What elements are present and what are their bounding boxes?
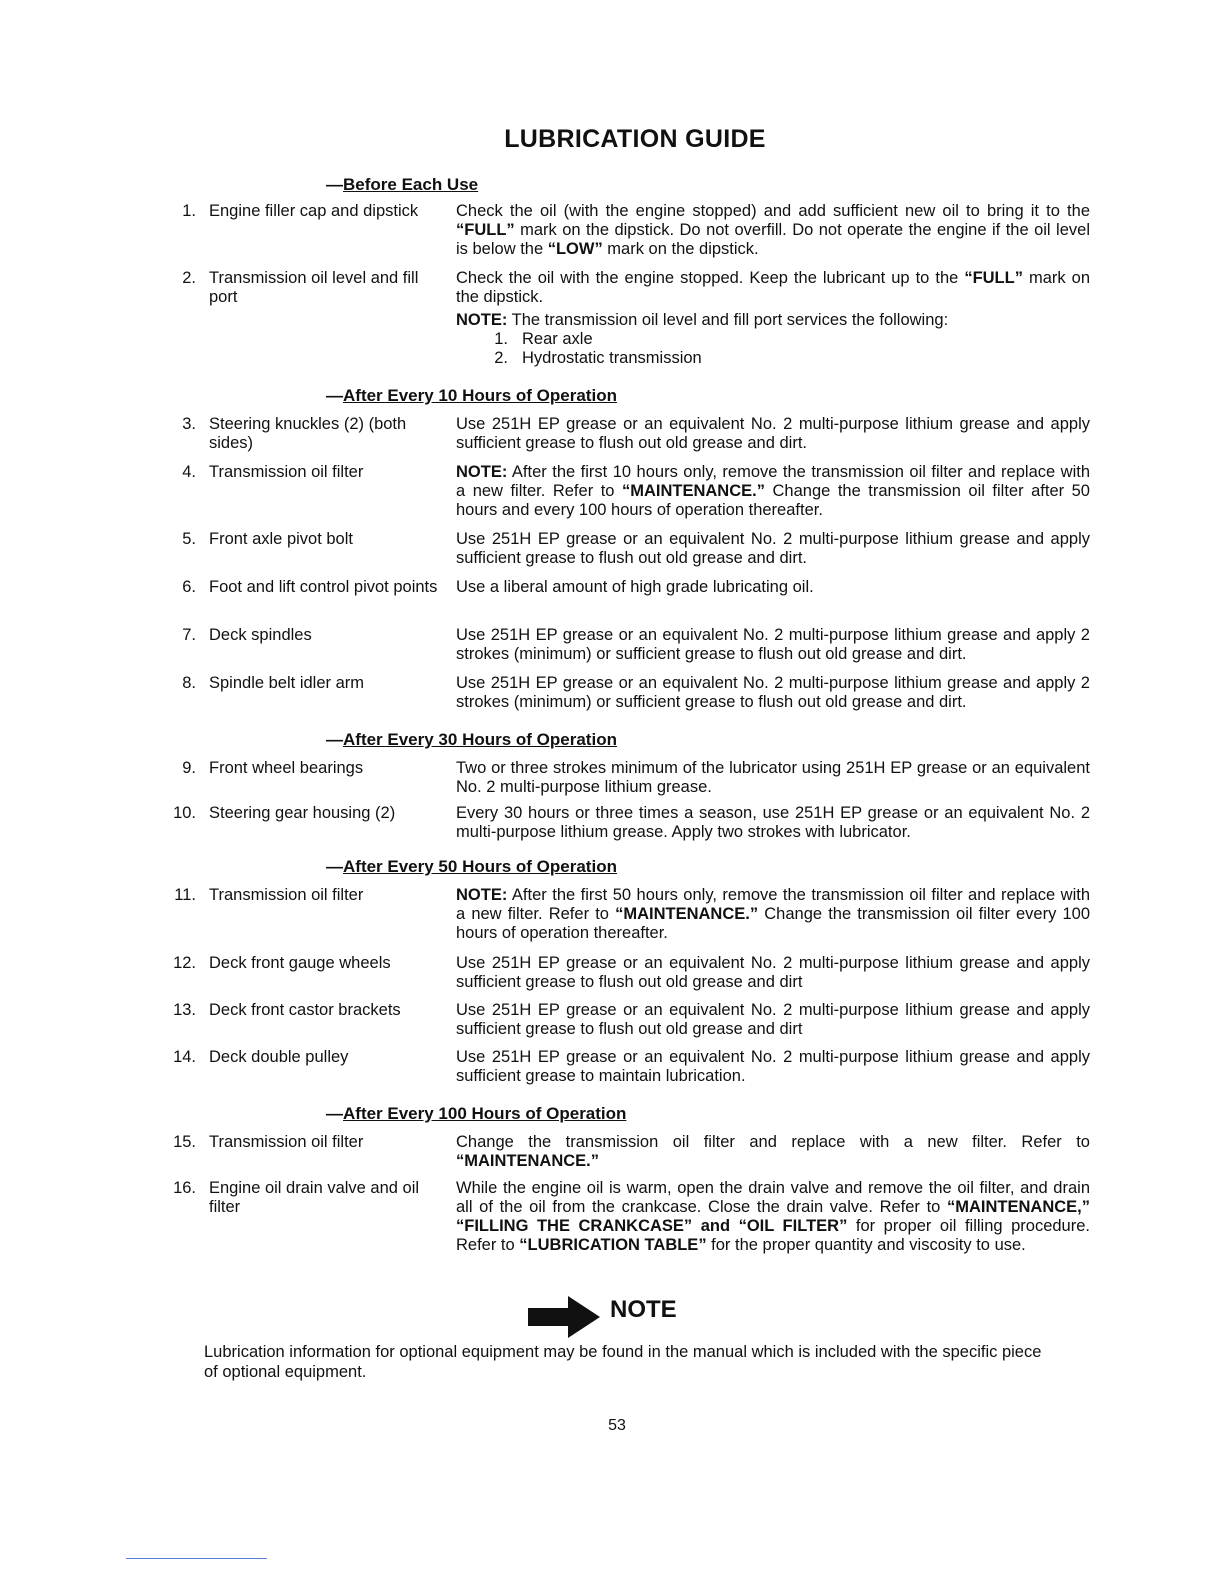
item-name: Deck front gauge wheels: [209, 954, 391, 972]
item-description: Use 251H EP grease or an equivalent No. 2 multi-purpose lithium grease and apply sufficient grease to flush out old grease and dirt.: [456, 530, 1090, 567]
item-number: 9.: [182, 759, 196, 777]
section-heading-100-hours: [326, 1104, 626, 1123]
item-name: Steering gear housing (2): [209, 804, 396, 822]
item-name: Transmission oil level and fill port: [209, 269, 419, 306]
item-number: 15.: [173, 1133, 196, 1151]
item-name: Engine filler cap and dipstick: [209, 202, 419, 220]
item-description: Two or three strokes minimum of the lubricator using 251H EP grease or an equivalent No. 2 multi-purpose lithium grease.: [456, 759, 1090, 796]
item-name: Steering knuckles (2) (both sides): [209, 415, 407, 452]
section-dash: —: [326, 175, 343, 194]
item-number: 14.: [173, 1048, 196, 1066]
item-number: 10.: [173, 804, 196, 822]
sub-item-text: Rear axle: [522, 330, 593, 348]
item-number: 7.: [182, 626, 196, 644]
item-name: Deck spindles: [209, 626, 312, 644]
desc-text: mark on the dipstick. Do not overfill. Do not operate the engine if the oil level is below the: [456, 221, 1090, 258]
sub-item-number: 1.: [494, 330, 508, 348]
item-number: 6.: [182, 578, 196, 596]
sub-list-item: [494, 330, 1090, 349]
section-heading-50-hours: [326, 857, 617, 876]
note-label: NOTE:: [456, 463, 508, 481]
desc-bold: “MAINTENANCE,” “FILLING THE CRANKCASE” and “OIL FILTER”: [456, 1198, 1090, 1235]
section-label: After Every 10 Hours of Operation: [343, 386, 617, 405]
section-heading-10-hours: [326, 386, 617, 405]
sub-list-item: [494, 349, 1090, 368]
desc-text: While the engine oil is warm, open the drain valve and remove the oil filter, and drain all of the oil from the crankcase. Close the drain valve. Refer to: [456, 1179, 1090, 1216]
item-number: 2.: [182, 269, 196, 287]
arrow-right-icon: [526, 1294, 602, 1340]
item-number: 16.: [173, 1179, 196, 1197]
item-description: [456, 463, 1090, 520]
desc-text: for proper oil filling procedure. Refer to: [456, 1217, 1090, 1254]
item-name: Transmission oil filter: [209, 463, 364, 481]
item-name: Front wheel bearings: [209, 759, 364, 777]
note-heading: NOTE: [610, 1296, 677, 1323]
desc-text: Change the transmission oil filter after 50 hours and every 100 hours of operation thereafter.: [456, 482, 1090, 519]
item-name: Front axle pivot bolt: [209, 530, 353, 548]
item-description: [456, 886, 1090, 943]
desc-text: Change the transmission oil filter and replace with a new filter. Refer to: [456, 1133, 1090, 1151]
item-description: Every 30 hours or three times a season, use 251H EP grease or an equivalent No. 2 multi-purpose lithium grease. Apply two strokes with lubricator.: [456, 804, 1090, 841]
note-label: NOTE:: [456, 311, 508, 329]
item-name: Engine oil drain valve and oil filter: [209, 1179, 420, 1216]
item-name: Foot and lift control pivot points: [209, 578, 438, 596]
page-number: 53: [608, 1417, 626, 1434]
desc-text: Change the transmission oil filter every 100 hours of operation thereafter.: [456, 905, 1090, 942]
section-heading-before-each-use: [326, 175, 478, 194]
section-dash: —: [326, 1104, 343, 1123]
section-label: After Every 50 Hours of Operation: [343, 857, 617, 876]
item-number: 13.: [173, 1001, 196, 1019]
desc-text: mark on the dipstick.: [602, 240, 759, 258]
desc-bold: “MAINTENANCE.”: [621, 482, 765, 500]
item-name: Spindle belt idler arm: [209, 674, 364, 692]
item-description: Use a liberal amount of high grade lubricating oil.: [456, 578, 814, 596]
item-description: Use 251H EP grease or an equivalent No. 2 multi-purpose lithium grease and apply sufficient grease to flush out old grease and dirt: [456, 1001, 1090, 1038]
section-dash: —: [326, 386, 343, 405]
note-callout: [526, 1294, 726, 1340]
desc-text: After the first 50 hours only, remove the transmission oil filter and replace with a new filter. Refer to: [456, 886, 1090, 923]
item-number: 12.: [173, 954, 196, 972]
desc-bold: “FULL”: [964, 269, 1023, 287]
item-name: Transmission oil filter: [209, 1133, 364, 1151]
section-dash: —: [326, 857, 343, 876]
item-number: 3.: [182, 415, 196, 433]
item-number: 11.: [174, 886, 196, 904]
desc-text: mark on the dipstick.: [456, 269, 1090, 306]
item-description: Use 251H EP grease or an equivalent No. 2 multi-purpose lithium grease and apply sufficient grease to flush out old grease and dirt: [456, 954, 1090, 991]
desc-bold: “FULL”: [456, 221, 515, 239]
desc-bold: “LOW”: [547, 240, 603, 258]
item-number: 4.: [182, 463, 196, 481]
desc-bold: “MAINTENANCE.”: [456, 1152, 599, 1170]
item-number: 1.: [182, 202, 196, 220]
note-text: The transmission oil level and fill port services the following:: [507, 311, 949, 329]
section-dash: —: [326, 730, 343, 749]
item-description: [456, 1133, 1090, 1171]
sub-item-text: Hydrostatic transmission: [522, 349, 702, 367]
section-label: Before Each Use: [343, 175, 479, 194]
item-name: Transmission oil filter: [209, 886, 364, 904]
desc-bold: “LUBRICATION TABLE”: [519, 1236, 707, 1254]
item-description: [456, 1179, 1090, 1255]
desc-bold: “MAINTENANCE.”: [615, 905, 759, 923]
item-number: 5.: [182, 530, 196, 548]
section-label: After Every 30 Hours of Operation: [343, 730, 617, 749]
desc-text: Check the oil (with the engine stopped) and add sufficient new oil to bring it to the: [456, 202, 1090, 220]
item-name: Deck double pulley: [209, 1048, 349, 1066]
section-heading-30-hours: [326, 730, 617, 749]
item-description: [456, 202, 1090, 259]
desc-text: for the proper quantity and viscosity to use.: [706, 1236, 1026, 1254]
sub-item-number: 2.: [494, 349, 508, 367]
desc-text: After the first 10 hours only, remove the transmission oil filter and replace with a new filter. Refer to: [456, 463, 1090, 500]
divider: [126, 1558, 267, 1559]
item-description: Use 251H EP grease or an equivalent No. 2 multi-purpose lithium grease and apply sufficient grease to maintain lubrication.: [456, 1048, 1090, 1085]
item-description: Use 251H EP grease or an equivalent No. 2 multi-purpose lithium grease and apply 2 strokes (minimum) or sufficient grease to flush out old grease and dirt.: [456, 674, 1090, 711]
item-name: Deck front castor brackets: [209, 1001, 401, 1019]
desc-text: Check the oil with the engine stopped. Keep the lubricant up to the: [456, 269, 965, 287]
section-label: After Every 100 Hours of Operation: [343, 1104, 627, 1123]
item-number: 8.: [182, 674, 196, 692]
note-label: NOTE:: [456, 886, 508, 904]
page-title: LUBRICATION GUIDE: [504, 125, 766, 153]
item-description: Use 251H EP grease or an equivalent No. 2 multi-purpose lithium grease and apply sufficient grease to flush out old grease and dirt.: [456, 415, 1090, 452]
note-text: Lubrication information for optional equipment may be found in the manual which is included with the specific piece of optional equipment.: [204, 1343, 1042, 1381]
item-description: Use 251H EP grease or an equivalent No. 2 multi-purpose lithium grease and apply 2 strokes (minimum) or sufficient grease to flush out old grease and dirt.: [456, 626, 1090, 663]
item-description: [456, 269, 1090, 368]
